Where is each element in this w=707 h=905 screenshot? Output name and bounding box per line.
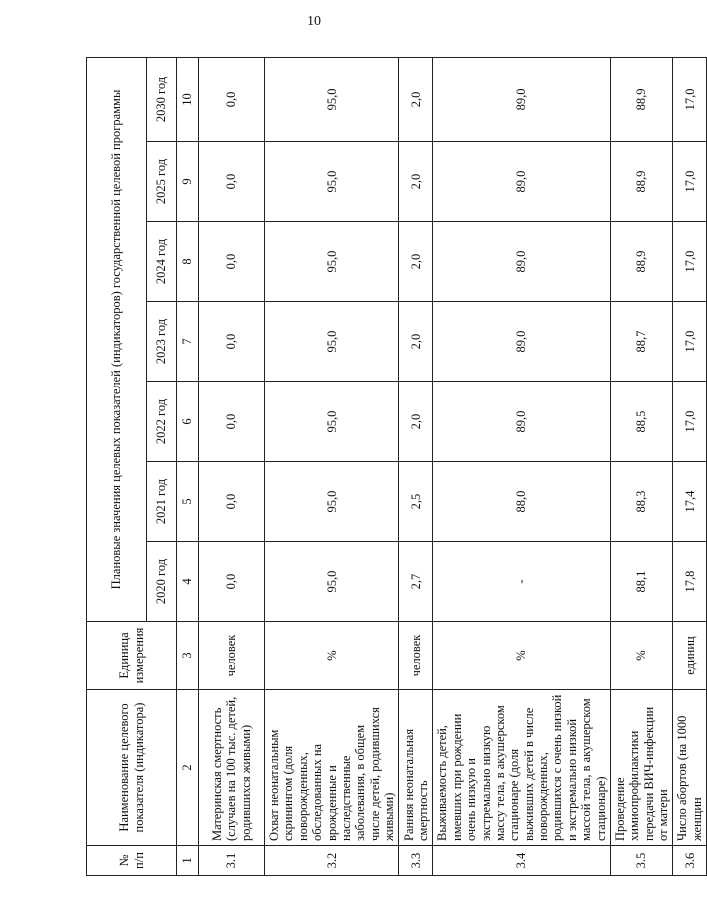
- indicator-value: 88,1: [610, 542, 673, 622]
- header-year: 2030 год: [147, 57, 177, 141]
- indicator-value: 89,0: [433, 382, 611, 462]
- indicator-value: 95,0: [265, 302, 399, 382]
- indicator-value: 17,0: [673, 57, 707, 141]
- indicator-value: 88,9: [610, 57, 673, 141]
- indicator-name: Материнская смертность (случаев на 100 тыс. детей, родившихся живыми): [199, 690, 265, 846]
- indicator-value: 17,0: [673, 382, 707, 462]
- indicator-value: 2,0: [399, 222, 433, 302]
- indicator-value: 95,0: [265, 462, 399, 542]
- row-number: 3.1: [199, 846, 265, 876]
- indicator-name: Ранняя неонатальная смертность: [399, 690, 433, 846]
- indicator-value: 17,0: [673, 142, 707, 222]
- indicators-table: [86, 57, 707, 876]
- header-year: 2024 год: [147, 222, 177, 302]
- indicator-value: 95,0: [265, 142, 399, 222]
- indicator-value: 0,0: [199, 222, 265, 302]
- indicator-name: Проведение химиопрофилактики передачи ВИЧ-инфекции от матери: [610, 690, 673, 846]
- table-row: [199, 57, 265, 875]
- indicator-value: 89,0: [433, 302, 611, 382]
- indicator-value: 95,0: [265, 57, 399, 141]
- column-number: 1: [177, 846, 199, 876]
- indicator-unit: человек: [199, 622, 265, 690]
- indicator-name: Охват неонатальным скринингом (доля новорожденных, обследованных на врожденные и наследственные заболевания, в общем числе детей, родившихся живыми): [265, 690, 399, 846]
- row-number: 3.3: [399, 846, 433, 876]
- column-number: 10: [177, 57, 199, 141]
- column-number: 7: [177, 302, 199, 382]
- header-year: 2023 год: [147, 302, 177, 382]
- indicator-value: 88,7: [610, 302, 673, 382]
- indicator-value: 2,7: [399, 542, 433, 622]
- table-row: [399, 57, 433, 875]
- indicator-name: Выживаемость детей, имевших при рождении очень низкую и экстремально низкую массу тела, в акушерском стационаре (доля выживших детей в числе новорожденных, родившихся с очень низкой и экстремально низкой массой тела, в акушерском стационаре): [433, 690, 611, 846]
- header-values: Плановые значения целевых показателей (индикаторов) государственной целевой программы: [87, 57, 147, 621]
- table-row: [265, 57, 399, 875]
- header-no: № п/п: [87, 846, 177, 876]
- indicator-value: 95,0: [265, 382, 399, 462]
- header-year: 2020 год: [147, 542, 177, 622]
- page-number: 10: [307, 14, 321, 29]
- row-number: 3.2: [265, 846, 399, 876]
- indicator-unit: единиц: [673, 622, 707, 690]
- indicator-value: 89,0: [433, 57, 611, 141]
- indicator-unit: %: [265, 622, 399, 690]
- column-number: 4: [177, 542, 199, 622]
- indicator-value: 0,0: [199, 57, 265, 141]
- row-number: 3.5: [610, 846, 673, 876]
- indicator-value: 88,3: [610, 462, 673, 542]
- column-number: 9: [177, 142, 199, 222]
- column-number: 8: [177, 222, 199, 302]
- indicator-value: 0,0: [199, 382, 265, 462]
- indicator-value: 89,0: [433, 222, 611, 302]
- indicator-value: 89,0: [433, 142, 611, 222]
- header-year: 2021 год: [147, 462, 177, 542]
- table-row: [610, 57, 673, 875]
- indicator-value: 95,0: [265, 222, 399, 302]
- indicator-value: 0,0: [199, 542, 265, 622]
- header-name: Наименование целевого показателя (индикатора): [87, 690, 177, 846]
- column-number: 6: [177, 382, 199, 462]
- indicator-value: 2,5: [399, 462, 433, 542]
- table-row: [433, 57, 611, 875]
- header-unit: Единица измерения: [87, 622, 177, 690]
- indicator-value: 17,4: [673, 462, 707, 542]
- indicator-name: Число абортов (на 1000 женщин: [673, 690, 707, 846]
- column-number: 2: [177, 690, 199, 846]
- indicator-value: 95,0: [265, 542, 399, 622]
- indicator-unit: человек: [399, 622, 433, 690]
- table-row: [673, 57, 707, 875]
- indicator-value: 17,0: [673, 302, 707, 382]
- indicator-unit: %: [433, 622, 611, 690]
- indicator-value: 2,0: [399, 382, 433, 462]
- indicator-value: 2,0: [399, 302, 433, 382]
- indicator-value: 88,5: [610, 382, 673, 462]
- header-year: 2022 год: [147, 382, 177, 462]
- indicator-value: 2,0: [399, 57, 433, 141]
- indicator-value: 17,0: [673, 222, 707, 302]
- indicator-value: 0,0: [199, 462, 265, 542]
- indicator-value: 2,0: [399, 142, 433, 222]
- indicator-value: 88,9: [610, 222, 673, 302]
- indicator-value: 0,0: [199, 142, 265, 222]
- rotated-page-content: [86, 58, 704, 876]
- indicator-value: 17,8: [673, 542, 707, 622]
- indicator-value: 0,0: [199, 302, 265, 382]
- row-number: 3.4: [433, 846, 611, 876]
- header-year: 2025 год: [147, 142, 177, 222]
- column-number: 5: [177, 462, 199, 542]
- indicator-unit: %: [610, 622, 673, 690]
- indicator-value: -: [433, 542, 611, 622]
- indicator-value: 88,0: [433, 462, 611, 542]
- row-number: 3.6: [673, 846, 707, 876]
- column-number: 3: [177, 622, 199, 690]
- indicator-value: 88,9: [610, 142, 673, 222]
